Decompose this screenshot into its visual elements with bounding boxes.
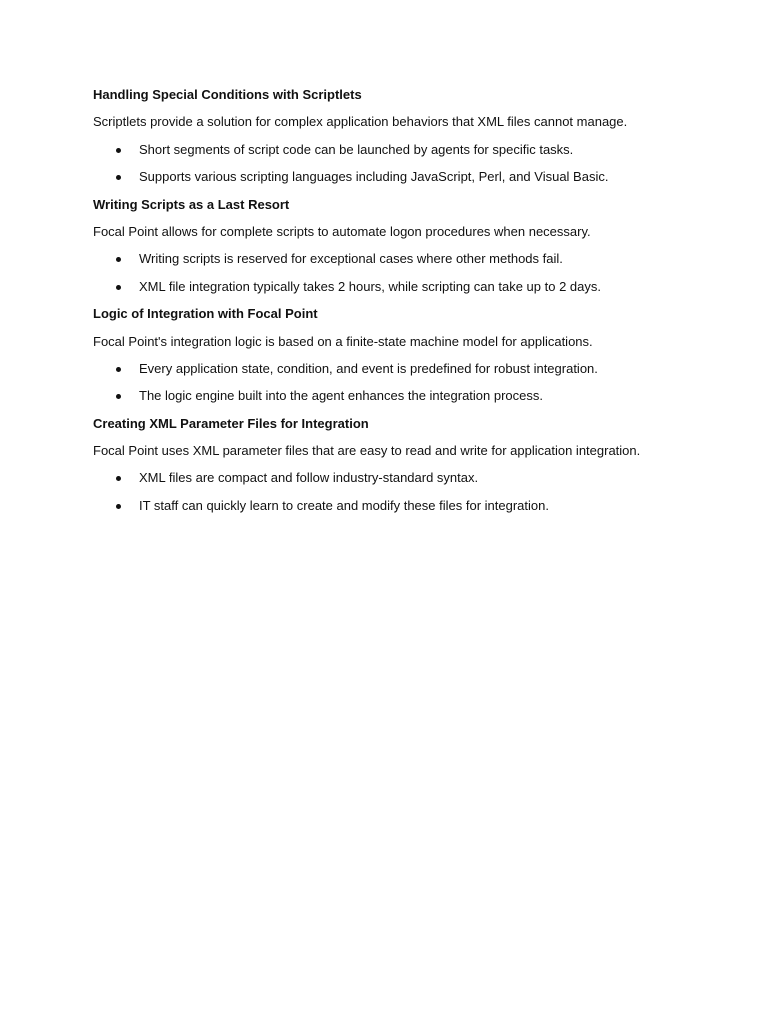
bullet-text: XML files are compact and follow industry-standard syntax. — [139, 470, 479, 486]
bullet-text: Short segments of script code can be launched by agents for specific tasks. — [139, 141, 574, 157]
section-xml-parameter-files — [93, 415, 693, 515]
section-heading: Writing Scripts as a Last Resort — [93, 196, 290, 212]
bullet-item — [93, 360, 693, 378]
bullet-list — [93, 469, 693, 514]
bullet-dot-icon — [116, 285, 121, 290]
section-heading: Handling Special Conditions with Scriptlets — [93, 87, 362, 102]
bullet-dot-icon — [116, 394, 121, 399]
bullet-dot-icon — [116, 148, 121, 153]
bullet-dot-icon — [116, 175, 121, 180]
section-intro: Focal Point uses XML parameter files that are easy to read and write for application integration. — [93, 443, 641, 459]
bullet-item — [93, 469, 693, 487]
bullet-dot-icon — [116, 504, 121, 509]
section-intro: Focal Point's integration logic is based on a finite-state machine model for applications. — [93, 333, 593, 349]
bullet-text: Supports various scripting languages including JavaScript, Perl, and Visual Basic. — [139, 169, 609, 185]
bullet-item — [93, 387, 693, 405]
section-heading: Creating XML Parameter Files for Integration — [93, 415, 369, 431]
section-intro: Scriptlets provide a solution for complex application behaviors that XML files cannot manage. — [93, 114, 628, 130]
bullet-item — [93, 250, 693, 268]
bullet-item — [93, 278, 693, 296]
bullet-item — [93, 168, 693, 186]
bullet-item — [93, 497, 693, 515]
bullet-text: Every application state, condition, and event is predefined for robust integration. — [139, 360, 598, 376]
bullet-item — [93, 141, 693, 159]
bullet-list — [93, 141, 693, 186]
bullet-text: The logic engine built into the agent enhances the integration process. — [139, 388, 543, 404]
document-page — [93, 86, 693, 524]
bullet-dot-icon — [116, 257, 121, 262]
bullet-text: Writing scripts is reserved for exceptional cases where other methods fail. — [139, 251, 563, 267]
bullet-list — [93, 250, 693, 295]
section-heading: Logic of Integration with Focal Point — [93, 306, 318, 322]
bullet-text: XML file integration typically takes 2 hours, while scripting can take up to 2 days. — [139, 278, 601, 294]
bullet-dot-icon — [116, 476, 121, 481]
bullet-text: IT staff can quickly learn to create and modify these files for integration. — [139, 497, 549, 513]
section-intro: Focal Point allows for complete scripts to automate logon procedures when necessary. — [93, 223, 591, 239]
bullet-dot-icon — [116, 367, 121, 372]
section-integration-logic — [93, 305, 693, 405]
section-scripts-last-resort — [93, 196, 693, 296]
bullet-list — [93, 360, 693, 405]
section-scriptlets — [93, 86, 693, 186]
